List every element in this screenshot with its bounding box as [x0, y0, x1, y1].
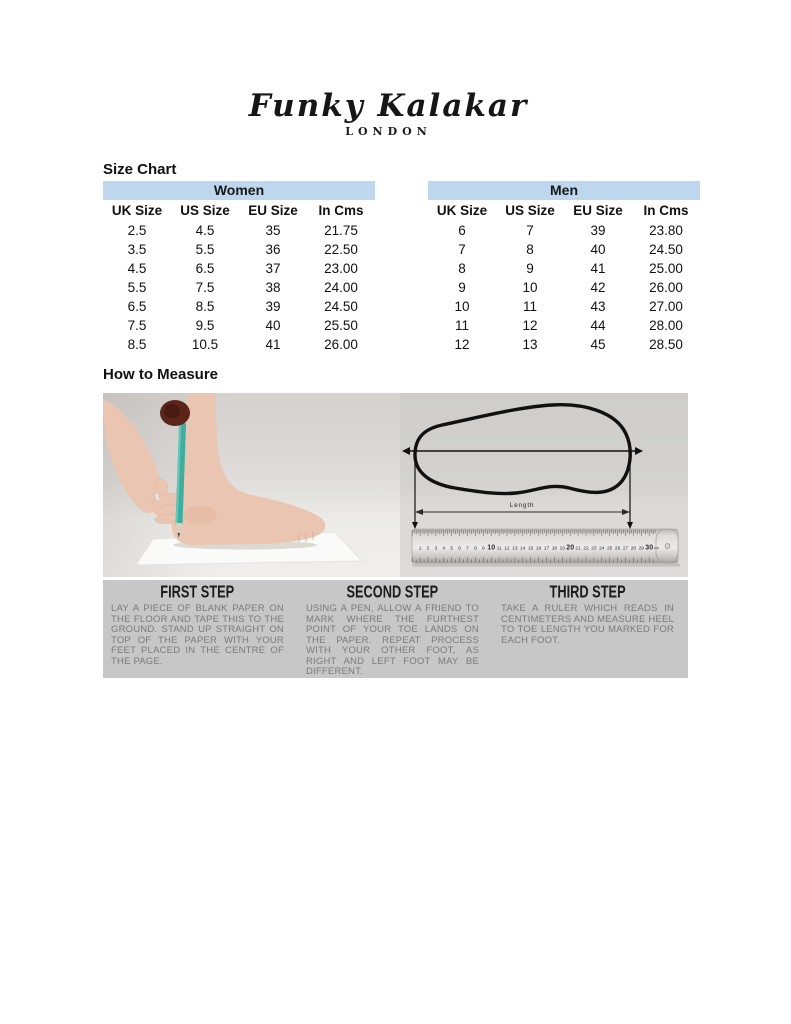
size-cell: 22.50	[324, 242, 358, 257]
size-cell: 27.00	[649, 299, 683, 314]
size-cell: 41	[590, 261, 606, 276]
size-cell: 44	[590, 318, 606, 333]
men-table-body	[428, 221, 700, 354]
ruler-number: 9	[481, 546, 485, 552]
ruler-number: 10	[487, 544, 496, 552]
women-col-uk-size: UK Size	[111, 203, 163, 218]
size-cell: 7	[526, 223, 534, 238]
size-cell: 7.5	[127, 318, 147, 333]
ruler-number: 28	[630, 546, 637, 552]
size-cell: 39	[265, 299, 281, 314]
ruler-number: 21	[575, 546, 581, 552]
ruler-number: 2	[426, 546, 430, 552]
size-cell: 4.5	[127, 261, 147, 276]
ruler-number: 23	[591, 546, 597, 552]
ruler-number: 13	[512, 546, 518, 552]
size-cell: 5.5	[195, 242, 215, 257]
foot-length-diagram	[400, 393, 688, 577]
table-row	[428, 297, 700, 316]
women-size-table	[103, 181, 375, 354]
size-cell: 13	[522, 337, 538, 352]
size-cell: 23.80	[649, 223, 683, 238]
size-cell: 10	[454, 299, 470, 314]
size-cell: 6	[458, 223, 466, 238]
size-cell: 8	[458, 261, 466, 276]
step-third	[493, 580, 688, 678]
how-to-measure-title: How to Measure	[103, 366, 219, 383]
step-third-body: TAKE A RULER WHICH READS IN CENTIMETERS AND MEASURE HEEL TO TOE LENGTH YOU MARKED FOR EACH FOOT.	[501, 603, 674, 646]
brand-logo	[0, 88, 791, 138]
women-table-band: Women	[103, 181, 375, 200]
table-row	[103, 316, 375, 335]
size-cell: 7	[458, 242, 466, 257]
size-cell: 12	[522, 318, 538, 333]
size-cell: 41	[265, 337, 281, 352]
measure-steps-panel	[103, 580, 688, 678]
size-cell: 25.00	[649, 261, 683, 276]
step-second-body: USING A PEN, ALLOW A FRIEND TO MARK WHERE THE FURTHEST POINT OF YOUR TOE LANDS ON THE PAPER. REPEAT PROCESS WITH YOUR OTHER FOOT, AS RIGHT AND LEFT FOOT MAY BE DIFFERENT.	[306, 603, 479, 677]
ruler-number: 6	[458, 546, 461, 552]
ankle-shading	[183, 506, 217, 524]
size-cell: 43	[590, 299, 606, 314]
size-cell: 8.5	[195, 299, 215, 314]
size-cell: 26.00	[324, 337, 358, 352]
size-cell: 28.50	[649, 337, 683, 352]
size-cell: 5.5	[127, 280, 147, 295]
step-second	[298, 580, 493, 678]
size-cell: 37	[265, 261, 281, 276]
size-chart-title: Size Chart	[103, 161, 177, 178]
ruler-number: 16	[535, 546, 542, 552]
step-second-title: SECOND STEP	[346, 582, 439, 603]
size-cell: 10	[522, 280, 538, 295]
table-row	[103, 259, 375, 278]
table-row	[103, 297, 375, 316]
ruler-number: 12	[504, 546, 510, 552]
women-table-body	[103, 221, 375, 354]
table-row	[103, 240, 375, 259]
men-table	[428, 200, 700, 354]
ruler-unit: cm	[653, 546, 659, 550]
ruler-number: 20	[566, 544, 575, 552]
size-cell: 11	[522, 299, 537, 314]
table-row	[103, 278, 375, 297]
pencil-grip-shade	[164, 404, 180, 418]
size-cell: 39	[590, 223, 606, 238]
size-cell: 8	[526, 242, 534, 257]
men-col-us-size: US Size	[505, 203, 555, 218]
size-cell: 24.50	[324, 299, 358, 314]
size-cell: 12	[454, 337, 470, 352]
women-table	[103, 200, 375, 354]
size-cell: 35	[265, 223, 281, 238]
size-cell: 26.00	[649, 280, 683, 295]
ruler-number: 30	[645, 544, 654, 552]
size-cell: 10.5	[191, 337, 219, 352]
table-row	[428, 259, 700, 278]
size-cell: 4.5	[195, 223, 215, 238]
size-cell: 9.5	[195, 318, 215, 333]
size-cell: 23.00	[324, 261, 358, 276]
men-header-row	[428, 200, 700, 221]
size-cell: 40	[265, 318, 281, 333]
size-cell: 3.5	[127, 242, 147, 257]
size-cell: 28.00	[649, 318, 683, 333]
size-cell: 45	[590, 337, 606, 352]
ruler	[412, 529, 680, 567]
women-col-us-size: US Size	[180, 203, 230, 218]
size-cell: 8.5	[127, 337, 147, 352]
size-cell: 24.00	[324, 280, 358, 295]
step-first-body: LAY A PIECE OF BLANK PAPER ON THE FLOOR AND TAPE THIS TO THE GROUND. STAND UP STRAIGHT ON TOP OF THE PAPER WITH YOUR FEET PLACED IN THE CENTRE OF THE PAGE.	[111, 603, 284, 667]
measure-illustration	[103, 393, 688, 577]
women-col-in-cms: In Cms	[318, 203, 364, 218]
table-row	[428, 221, 700, 240]
table-row	[103, 221, 375, 240]
ruler-number: 22	[583, 546, 589, 552]
size-cell: 25.50	[324, 318, 358, 333]
men-col-uk-size: UK Size	[436, 203, 488, 218]
foot-tracing-photo	[103, 393, 400, 577]
men-col-in-cms: In Cms	[643, 203, 689, 218]
size-cell: 6.5	[127, 299, 147, 314]
ruler-number: 24	[599, 546, 605, 552]
table-row	[428, 316, 700, 335]
step-first-title: FIRST STEP	[160, 582, 235, 603]
size-cell: 42	[590, 280, 606, 295]
size-cell: 2.5	[127, 223, 147, 238]
ruler-number: 7	[466, 546, 469, 552]
ruler-number: 11	[496, 546, 502, 552]
step-third-title: THIRD STEP	[549, 582, 626, 603]
ruler-number: 1	[418, 546, 422, 552]
size-cell: 21.75	[324, 223, 358, 238]
ruler-number: 29	[638, 546, 644, 552]
ruler-number: 4	[442, 546, 446, 552]
women-header-row	[103, 200, 375, 221]
table-row	[103, 335, 375, 354]
table-row	[428, 240, 700, 259]
ruler-number: 19	[559, 546, 565, 552]
women-col-eu-size: EU Size	[248, 203, 298, 218]
size-cell: 9	[458, 280, 466, 295]
size-cell: 9	[526, 261, 534, 276]
men-size-table	[428, 181, 700, 354]
table-row	[428, 335, 700, 354]
size-cell: 24.50	[649, 242, 683, 257]
size-cell: 11	[454, 318, 469, 333]
size-cell: 38	[265, 280, 281, 295]
ruler-hang-hole	[665, 544, 670, 549]
size-cell: 40	[590, 242, 606, 257]
step-first	[103, 580, 298, 678]
ruler-number: 18	[551, 546, 558, 552]
brand-name: Funky Kalakar	[248, 88, 529, 124]
ruler-number: 3	[434, 546, 438, 552]
size-cell: 36	[265, 242, 281, 257]
ruler-number: 8	[474, 546, 477, 552]
ruler-number: 27	[622, 546, 629, 552]
ruler-number: 14	[520, 546, 526, 552]
size-cell: 7.5	[195, 280, 215, 295]
men-col-eu-size: EU Size	[573, 203, 623, 218]
ruler-number: 17	[543, 546, 550, 552]
size-cell: 6.5	[195, 261, 215, 276]
ruler-number: 5	[450, 546, 454, 552]
table-row	[428, 278, 700, 297]
men-table-band: Men	[428, 181, 700, 200]
brand-city: LONDON	[345, 125, 432, 138]
length-label: Length	[509, 502, 535, 509]
ruler-number: 15	[528, 546, 534, 552]
ruler-number: 26	[614, 546, 621, 552]
ruler-number: 25	[607, 546, 613, 552]
